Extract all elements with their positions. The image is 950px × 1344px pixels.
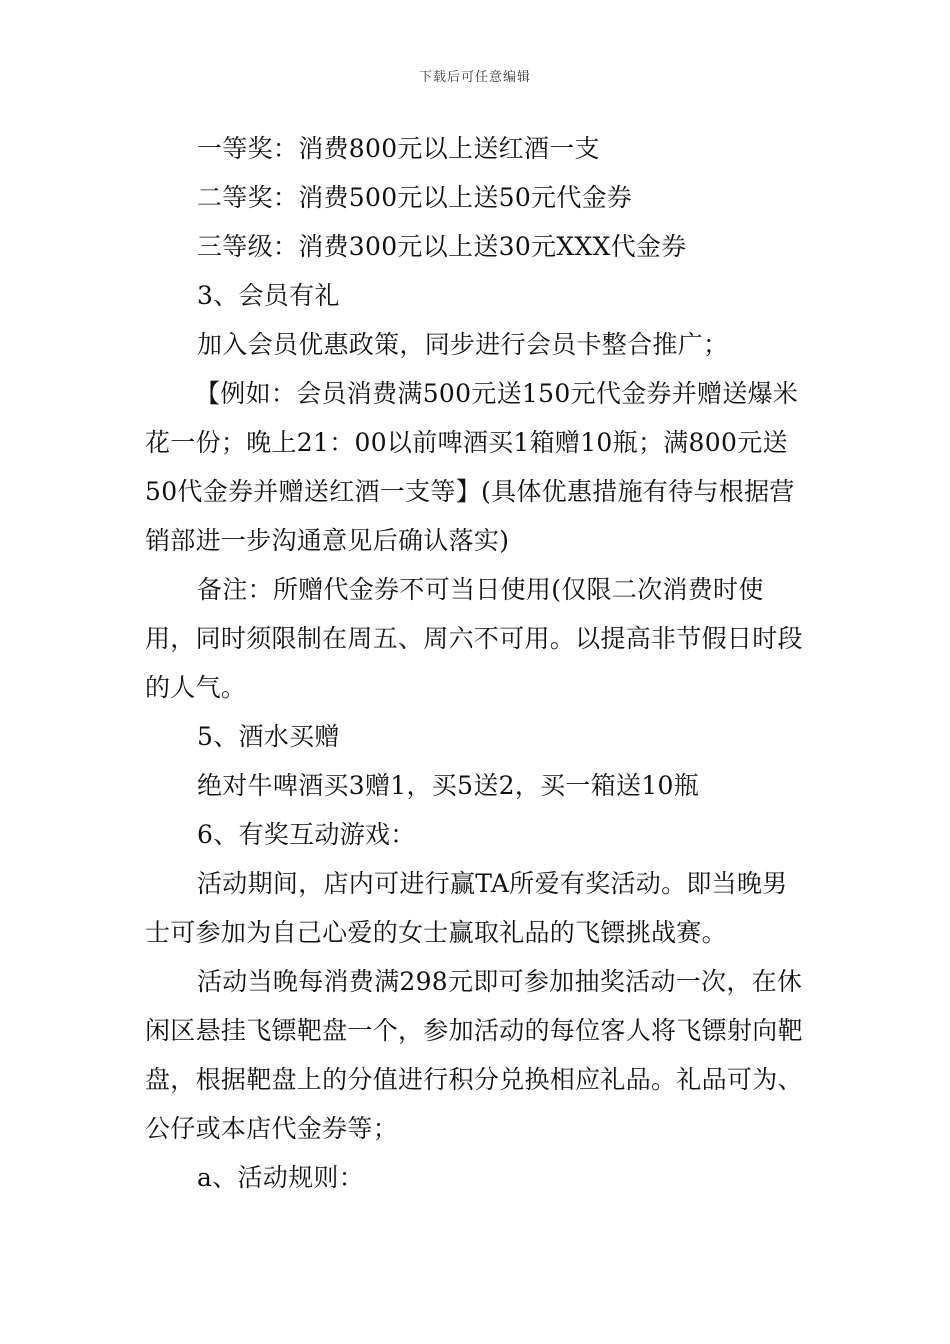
member-policy-paragraph: 加入会员优惠政策，同步进行会员卡整合推广； xyxy=(197,330,729,359)
document-body xyxy=(145,124,810,1202)
remark-paragraph: 备注：所赠代金券不可当日使用(仅限二次消费时使用，同时须限制在周五、周六不可用。以提高非节假日时段的人气。 xyxy=(145,575,803,702)
prize-second-line: 二等奖：消费500元以上送50元代金券 xyxy=(197,183,633,212)
game-detail-paragraph: 活动当晚每消费满298元即可参加抽奖活动一次，在休闲区悬挂飞镖靶盘一个，参加活动的每位客人将飞镖射向靶盘，根据靶盘上的分值进行积分兑换相应礼品。礼品可为、公仔或本店代金券等； xyxy=(145,967,803,1143)
drinks-offer-paragraph: 绝对牛啤酒买3赠1，买5送2，买一箱送10瓶 xyxy=(197,771,700,800)
prize-third-line: 三等级：消费300元以上送30元XXX代金券 xyxy=(197,232,687,261)
section-heading-game: 6、有奖互动游戏： xyxy=(197,820,416,849)
page-header-note: 下载后可任意编辑 xyxy=(418,70,531,85)
section-heading-drinks: 5、酒水买赠 xyxy=(197,722,340,751)
game-intro-paragraph: 活动期间，店内可进行赢TA所爱有奖活动。即当晚男士可参加为自己心爱的女士赢取礼品的飞镖挑战赛。 xyxy=(145,869,788,947)
member-example-paragraph: 【例如：会员消费满500元送150元代金券并赠送爆米花一份；晚上21：00以前啤酒买1箱赠10瓶；满800元送50代金券并赠送红酒一支等】(具体优惠措施有待与根据营销部进一步沟通意见后确认落实) xyxy=(145,379,799,555)
prize-first-line: 一等奖：消费800元以上送红酒一支 xyxy=(197,134,600,163)
section-heading-member-gift: 3、会员有礼 xyxy=(197,281,340,310)
rules-heading: a、活动规则： xyxy=(197,1163,365,1192)
